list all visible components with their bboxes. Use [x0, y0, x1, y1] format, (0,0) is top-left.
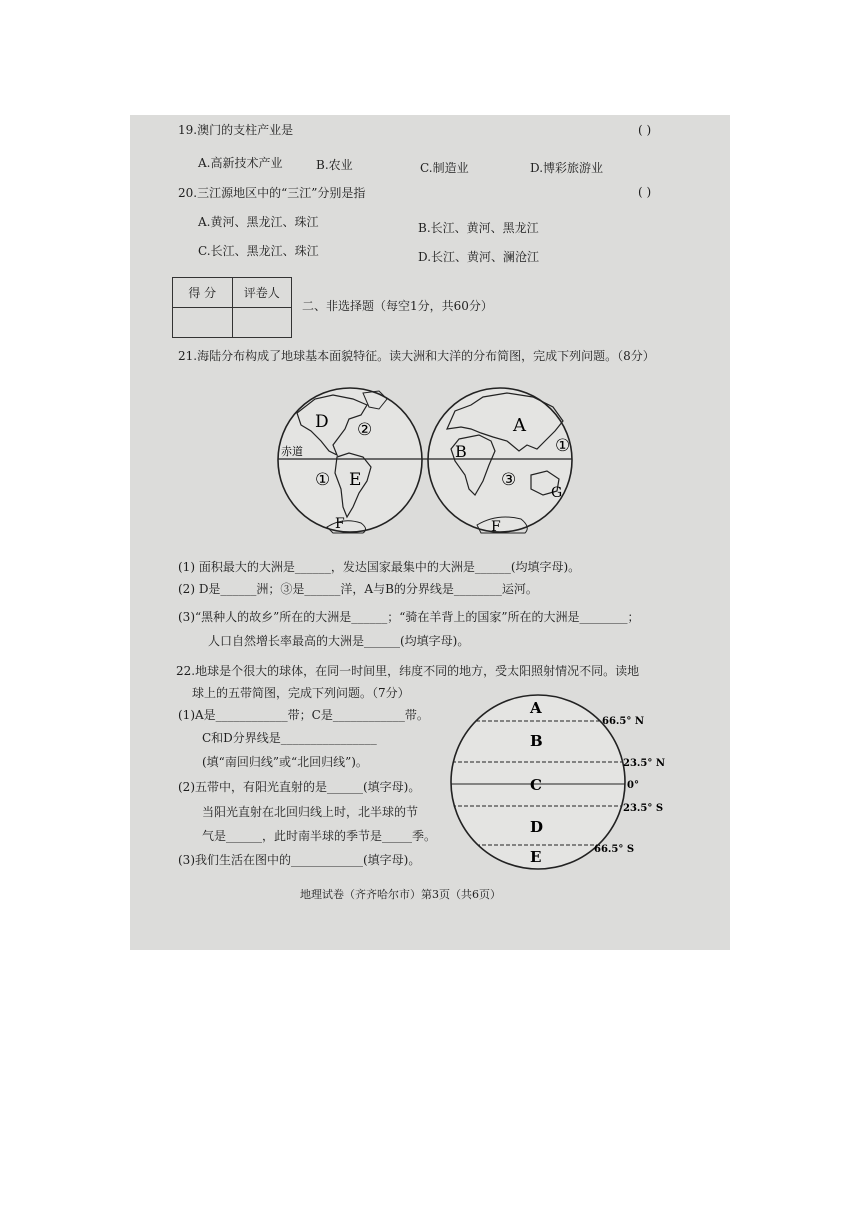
q19-stem: 19.澳门的支柱产业是	[178, 123, 294, 137]
grader-cell	[232, 308, 292, 338]
score-box	[172, 277, 292, 338]
q21-stem: 21.海陆分布构成了地球基本面貌特征。读大洲和大洋的分布简图，完成下列问题。（8分）	[178, 349, 655, 363]
latitude-label-23-5-n: 23.5° N	[623, 758, 665, 769]
q19-answer-paren: ( )	[638, 123, 652, 137]
q21-line-2: (2) D是______洲；③是______洋，A与B的分界线是________运河。	[178, 582, 538, 596]
map-label-a: A	[513, 415, 526, 436]
q20-option-d: D.长江、黄河、澜沧江	[418, 250, 540, 264]
page-footer: 地理试卷（齐齐哈尔市）第3页（共6页）	[300, 888, 501, 901]
zone-label-b: B	[530, 732, 543, 750]
q20-answer-paren: ( )	[638, 185, 652, 199]
score-cell	[173, 308, 233, 338]
q19-option-d: D.博彩旅游业	[530, 161, 604, 175]
q22-stem-line-2: 球上的五带简图，完成下列问题。（7分）	[192, 686, 410, 700]
five-zones-diagram	[446, 693, 706, 873]
q22-line-1: (1)A是____________带；C是____________带。	[178, 708, 429, 722]
western-hemisphere-outline	[278, 388, 422, 532]
q22-stem-line-1: 22.地球是个很大的球体，在同一时间里，纬度不同的地方，受太阳照射情况不同。读地	[176, 664, 640, 678]
zone-label-a: A	[530, 699, 542, 717]
q20-option-c: C.长江、黑龙江、珠江	[198, 244, 319, 258]
q22-line-4: (2)五带中，有阳光直射的是______(填字母)。	[178, 780, 421, 794]
map-label-ocean-2: ②	[357, 420, 373, 440]
q19-option-c: C.制造业	[420, 161, 469, 175]
q22-line-3: (填“南回归线”或“北回归线”)。	[202, 755, 368, 769]
exam-page	[130, 115, 730, 950]
section-2-heading: 二、非选择题（每空1分，共60分）	[302, 299, 493, 313]
zone-label-c: C	[530, 776, 542, 794]
q22-line-2: C和D分界线是________________	[202, 731, 377, 745]
q22-line-6: 气是______，此时南半球的季节是_____季。	[202, 829, 437, 843]
q21-line-3: (3)“黑种人的故乡”所在的大洲是______；“骑在羊背上的国家”所在的大洲是________；	[178, 610, 640, 624]
eastern-hemisphere-outline	[428, 388, 572, 532]
map-label-ocean-1-west: ①	[315, 470, 331, 490]
q22-line-5: 当阳光直射在北回归线上时，北半球的节	[202, 805, 419, 819]
map-label-d: D	[315, 412, 329, 432]
latitude-label-0: 0°	[627, 780, 639, 791]
q19-option-b: B.农业	[316, 158, 353, 172]
q21-line-4: 人口自然增长率最高的大洲是______(均填字母)。	[208, 634, 470, 648]
map-label-f-west: F	[335, 516, 345, 532]
zone-label-e: E	[530, 848, 542, 866]
map-label-b: B	[455, 442, 467, 461]
map-label-equator: 赤道	[281, 445, 303, 458]
latitude-label-23-5-s: 23.5° S	[623, 803, 664, 814]
score-label: 得 分	[173, 278, 233, 308]
q19-option-a: A.高新技术产业	[198, 156, 283, 170]
map-label-e: E	[349, 470, 362, 490]
map-label-ocean-3: ③	[501, 470, 517, 490]
map-label-f-east: F	[491, 519, 501, 535]
world-hemispheres-map	[275, 385, 595, 535]
map-label-g: G	[551, 485, 563, 501]
q20-stem: 20.三江源地区中的“三江”分别是指	[178, 186, 366, 200]
q22-line-7: (3)我们生活在图中的____________(填字母)。	[178, 853, 421, 867]
q20-option-a: A.黄河、黑龙江、珠江	[198, 215, 319, 229]
q20-option-b: B.长江、黄河、黑龙江	[418, 221, 539, 235]
latitude-label-66-5-s: 66.5° S	[594, 844, 635, 855]
grader-label: 评卷人	[232, 278, 292, 308]
map-label-ocean-1-east: ①	[555, 436, 571, 456]
zone-label-d: D	[530, 818, 544, 836]
latitude-label-66-5-n: 66.5° N	[602, 716, 644, 727]
q21-line-1: (1) 面积最大的大洲是______，发达国家最集中的大洲是______(均填字母)。	[178, 560, 581, 574]
